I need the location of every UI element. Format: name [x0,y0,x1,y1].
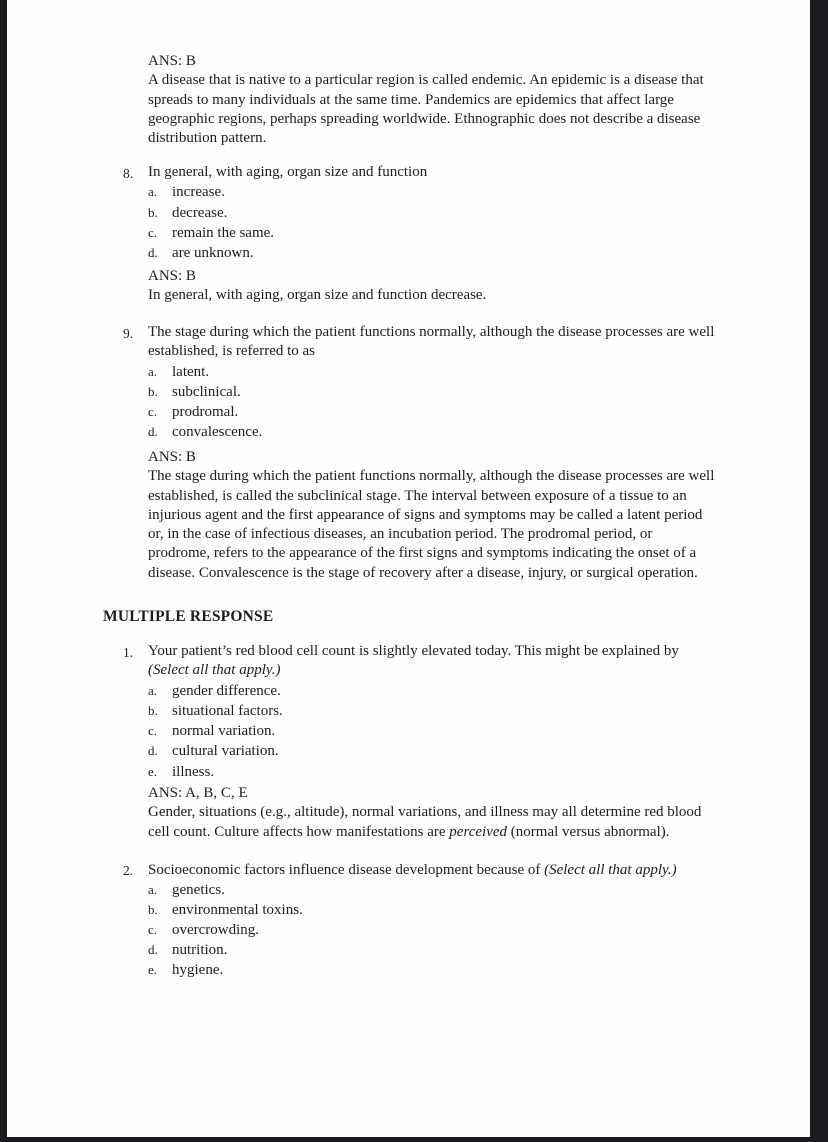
answer-text-line [148,286,486,305]
text-segment: ANS: B [148,268,196,284]
answer-option [148,382,714,402]
answer-text-line [148,525,714,544]
option-text: subclinical. [172,383,241,400]
text-segment: In general, with aging, organ size and function [148,164,428,180]
question-number: 2. [123,863,134,878]
answer-text-line [148,52,704,71]
text-segment: In general, with aging, organ size and function decrease. [148,287,487,304]
answer-option [148,182,427,202]
answer-option [148,223,427,243]
answer-block [148,52,704,148]
option-letter: e. [148,763,158,779]
page-border-bottom [0,1137,828,1142]
answer-block [148,267,486,306]
text-segment: Socioeconomic factors influence disease development because of [148,862,545,878]
answer-option [148,701,679,721]
answer-option [148,741,679,761]
text-segment: Your patient’s red blood cell count is slightly elevated today. This might be explained by [148,643,679,659]
answer-text-line [148,784,701,803]
text-segment: or, in the case of infectious diseases, an incubation period. The prodromal period, or [148,526,653,543]
answer-text-line [148,487,714,506]
text-segment: distribution pattern. [148,130,267,147]
answer-text-line [148,823,701,842]
question-number: 9. [123,326,134,341]
answer-block [148,784,701,842]
text-segment: The stage during which the patient functions normally, although the disease processes are well [148,468,715,485]
option-letter: c. [148,404,158,420]
answer-option [148,422,714,442]
option-letter: d. [148,245,158,261]
answer-text-line [148,129,704,148]
option-text: gender difference. [172,682,281,699]
question-text-line [148,323,714,342]
text-segment: injurious agent and the first appearance of signs and symptoms may be called a latent period [148,506,703,523]
answer-block [148,448,714,583]
answer-option [148,681,679,701]
question-text-line [148,642,679,661]
question-block [123,860,677,980]
option-text: normal variation. [172,723,276,740]
answer-option [148,402,714,422]
option-letter: b. [148,383,158,399]
question-text-line [148,661,679,680]
text-segment: perceived [449,823,508,840]
answer-option [148,362,714,382]
section-heading [103,607,273,626]
text-segment: Gender, situations (e.g., altitude), normal variations, and illness may all determine red blood [148,804,702,821]
page-border-left [0,0,7,1142]
option-letter: d. [148,424,158,440]
answer-text-line [148,506,714,525]
text-segment: established, is called the subclinical stage. The interval between exposure of a tissue to an [148,487,687,504]
option-letter: e. [148,962,158,977]
answer-text-line [148,467,714,486]
answer-text-line [148,267,486,286]
option-text: genetics. [172,882,225,898]
option-letter: d. [148,743,158,759]
option-letter: a. [148,363,158,379]
option-letter: c. [148,723,158,739]
option-text: convalescence. [172,424,263,441]
option-letter: d. [148,942,158,957]
option-text: prodromal. [172,404,239,421]
text-segment: A disease that is native to a particular region is called endemic. An epidemic is a disease that [148,72,704,89]
text-segment: (normal versus abnormal). [507,823,670,840]
option-text: decrease. [172,204,228,221]
answer-option [148,721,679,741]
text-segment: spreads to many individuals at the same time. Pandemics are epidemics that affect large [148,91,674,108]
option-text: are unknown. [172,245,254,262]
option-letter: a. [148,682,158,698]
option-text: increase. [172,184,225,201]
text-segment: prodrome, refers to the appearance of the first signs and symptoms indicating the onset of a [148,545,697,562]
text-segment: ANS: B [148,53,196,69]
option-text: nutrition. [172,942,228,958]
answer-option [148,900,677,920]
question-number: 1. [123,645,134,660]
answer-text-line [148,564,714,583]
answer-option [148,940,677,960]
option-letter: b. [148,902,158,917]
question-text-line [148,860,677,880]
answer-option [148,203,427,223]
answer-text-line [148,448,714,467]
question-block [123,642,679,782]
text-segment: disease. Convalescence is the stage of recovery after a disease, injury, or surgical operation. [148,564,698,581]
answer-text-line [148,71,704,90]
text-segment: (Select all that apply.) [148,662,281,679]
page-border-right [810,0,828,1142]
answer-text-line [148,544,714,563]
option-letter: c. [148,922,158,937]
text-segment: ANS: A, B, C, E [148,785,248,801]
option-letter: b. [148,204,158,220]
option-letter: a. [148,882,158,897]
option-text: situational factors. [172,702,283,719]
option-text: cultural variation. [172,743,279,760]
question-block [123,163,427,263]
answer-option [148,960,677,980]
option-text: environmental toxins. [172,902,303,918]
text-segment: cell count. Culture affects how manifestations are [148,823,450,840]
option-letter: c. [148,224,158,240]
question-text-line [148,342,714,361]
question-block [123,323,714,443]
option-letter: a. [148,184,158,200]
answer-option [148,243,427,263]
text-segment: established, is referred to as [148,343,316,360]
answer-option [148,880,677,900]
text-segment: The stage during which the patient functions normally, although the disease processes are well [148,324,715,340]
question-text-line [148,163,427,182]
answer-option [148,762,679,782]
text-segment: (Select all that apply.) [544,862,677,878]
answer-text-line [148,110,704,129]
option-text: hygiene. [172,962,224,978]
answer-text-line [148,803,701,822]
option-text: overcrowding. [172,922,260,938]
question-number: 8. [123,166,134,181]
answer-option [148,920,677,940]
text-segment: ANS: B [148,449,196,465]
section-title: MULTIPLE RESPONSE [103,608,274,625]
option-text: latent. [172,363,210,380]
option-text: illness. [172,763,215,780]
option-letter: b. [148,702,158,718]
answer-text-line [148,91,704,110]
option-text: remain the same. [172,224,275,241]
text-segment: geographic regions, perhaps spreading worldwide. Ethnographic does not describe a disease [148,110,701,127]
